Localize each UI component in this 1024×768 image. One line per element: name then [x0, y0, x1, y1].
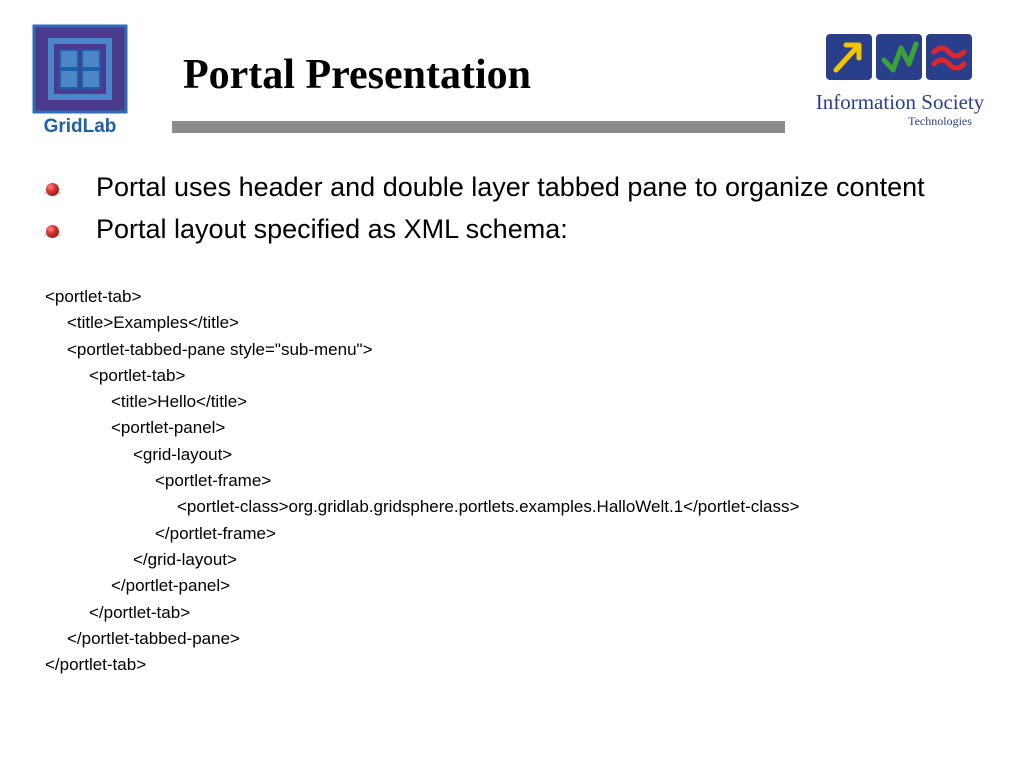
- bullet-list: [45, 170, 995, 254]
- ist-logo-mark-icon: [800, 24, 1000, 90]
- code-line: <portlet-frame>: [155, 471, 272, 491]
- code-line: <portlet-class>org.gridlab.gridsphere.portlets.examples.HalloWelt.1</portlet-class>: [177, 497, 800, 517]
- bullet-item: [45, 170, 995, 204]
- code-line: <portlet-tab>: [45, 287, 142, 306]
- code-line: </portlet-tab>: [89, 602, 191, 622]
- bullet-text: Portal layout specified as XML schema:: [96, 214, 568, 244]
- xml-code-block: [45, 284, 799, 678]
- code-line: <portlet-tabbed-pane style="sub-menu">: [67, 339, 373, 359]
- code-line: <portlet-tab>: [89, 365, 186, 385]
- gridlab-logo-mark-icon: [30, 22, 130, 116]
- code-line: <portlet-panel>: [111, 418, 226, 438]
- information-society-technologies-logo: [800, 24, 1000, 134]
- bullet-item: [45, 212, 995, 246]
- bullet-text: Portal uses header and double layer tabbed pane to organize content: [96, 172, 925, 202]
- ist-logo-text: Information Society: [815, 90, 985, 114]
- code-line: <title>Hello</title>: [111, 392, 248, 412]
- red-sphere-bullet-icon: [46, 225, 59, 238]
- gridlab-logo: [30, 22, 130, 142]
- code-line: <title>Examples</title>: [67, 313, 239, 333]
- code-line: <grid-layout>: [133, 444, 233, 464]
- code-line: </portlet-tabbed-pane>: [67, 628, 240, 648]
- code-line: </portlet-tab>: [45, 655, 147, 675]
- title-divider: [172, 121, 785, 133]
- red-sphere-bullet-icon: [46, 183, 59, 196]
- code-line: </portlet-panel>: [111, 576, 231, 596]
- gridlab-logo-text: GridLab: [43, 116, 117, 137]
- code-line: </grid-layout>: [133, 549, 237, 569]
- slide-title: Portal Presentation: [183, 52, 531, 98]
- code-line: </portlet-frame>: [155, 523, 276, 543]
- ist-logo-subtext: Technologies: [908, 114, 972, 128]
